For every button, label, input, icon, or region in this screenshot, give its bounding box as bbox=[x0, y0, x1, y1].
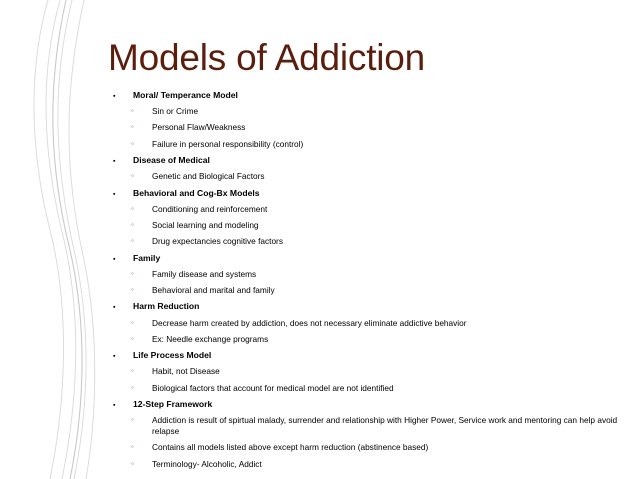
bullet-item bbox=[110, 301, 625, 312]
sub-bullet-text: Contains all models listed above except harm reduction (abstinence based) bbox=[152, 442, 429, 453]
sub-bullet-marker-icon: ◦ bbox=[131, 415, 134, 425]
sub-bullet-text: Drug expectancies cognitive factors bbox=[152, 236, 283, 247]
sub-bullet-item bbox=[110, 318, 625, 329]
sub-bullet-text: Ex: Needle exchange programs bbox=[152, 333, 269, 344]
sub-bullet-item bbox=[110, 269, 625, 280]
sub-bullet-text: Failure in personal responsibility (control) bbox=[152, 138, 304, 149]
sub-bullet-text: Family disease and systems bbox=[152, 268, 257, 279]
sub-bullet-item bbox=[110, 285, 625, 296]
bullet-marker-icon: ▪ bbox=[113, 93, 116, 100]
sub-bullet-item bbox=[110, 383, 625, 394]
sub-bullet-item bbox=[110, 139, 625, 150]
bullet-marker-icon: ▪ bbox=[113, 255, 116, 263]
decorative-swirl-lines bbox=[0, 0, 100, 479]
sub-bullet-text: Sin or Crime bbox=[152, 106, 199, 117]
bullet-item bbox=[110, 90, 625, 101]
sub-bullet-item bbox=[110, 236, 625, 247]
sub-bullet-marker-icon: ◦ bbox=[131, 268, 134, 278]
sub-bullet-marker-icon: ◦ bbox=[131, 382, 134, 392]
sub-bullet-text: Terminology- Alcoholic, Addict bbox=[152, 458, 262, 469]
bullet-marker-icon: ▪ bbox=[113, 190, 116, 198]
sub-bullet-item bbox=[110, 122, 625, 133]
sub-bullet-marker-icon: ◦ bbox=[131, 171, 134, 181]
sub-bullet-item bbox=[110, 220, 625, 231]
bullet-item bbox=[110, 253, 625, 264]
sub-bullet-text: Addiction is result of spirtual malady, surrender and relationship with Higher Power, Service work and mentoring can help avoid relapse bbox=[152, 415, 618, 437]
sub-bullet-item bbox=[110, 442, 625, 453]
bullet-heading: Disease of Medical bbox=[133, 155, 210, 166]
sub-bullet-marker-icon: ◦ bbox=[131, 138, 134, 148]
sub-bullet-item bbox=[110, 366, 625, 377]
bullet-heading: 12-Step Framework bbox=[133, 398, 213, 409]
sub-bullet-marker-icon: ◦ bbox=[131, 333, 134, 343]
sub-bullet-marker-icon: ◦ bbox=[131, 366, 134, 376]
bullet-item bbox=[110, 399, 625, 410]
bullet-item bbox=[110, 188, 625, 199]
bullet-marker-icon: ▪ bbox=[113, 304, 116, 312]
bullet-item bbox=[110, 350, 625, 361]
sub-bullet-text: Behavioral and marital and family bbox=[152, 285, 275, 296]
bullet-marker-icon: ▪ bbox=[113, 158, 116, 166]
sub-bullet-item bbox=[110, 204, 625, 215]
sub-bullet-text: Personal Flaw/Weakness bbox=[152, 122, 246, 133]
bullet-heading: Harm Reduction bbox=[133, 301, 200, 312]
sub-bullet-text: Decrease harm created by addiction, does not necessary eliminate addictive behavior bbox=[152, 317, 467, 328]
sub-bullet-item bbox=[110, 106, 625, 117]
sub-bullet-marker-icon: ◦ bbox=[131, 106, 134, 116]
sub-bullet-marker-icon: ◦ bbox=[131, 203, 134, 213]
sub-bullet-item bbox=[110, 171, 625, 182]
sub-bullet-marker-icon: ◦ bbox=[131, 236, 134, 246]
sub-bullet-marker-icon: ◦ bbox=[131, 285, 134, 295]
sub-bullet-text: Genetic and Biological Factors bbox=[152, 171, 265, 182]
sub-bullet-item bbox=[110, 334, 625, 345]
sub-bullet-marker-icon: ◦ bbox=[131, 220, 134, 230]
sub-bullet-text: Biological factors that account for medical model are not identified bbox=[152, 382, 394, 393]
bullet-list bbox=[110, 90, 625, 475]
bullet-heading: Life Process Model bbox=[133, 350, 212, 361]
sub-bullet-marker-icon: ◦ bbox=[131, 442, 134, 452]
sub-bullet-text: Conditioning and reinforcement bbox=[152, 203, 268, 214]
bullet-marker-icon: ▪ bbox=[113, 401, 116, 409]
bullet-heading: Behavioral and Cog-Bx Models bbox=[133, 187, 260, 198]
bullet-heading: Family bbox=[133, 252, 161, 263]
sub-bullet-text: Social learning and modeling bbox=[152, 220, 259, 231]
slide-title: Models of Addiction bbox=[108, 37, 426, 78]
sub-bullet-marker-icon: ◦ bbox=[131, 122, 134, 132]
sub-bullet-marker-icon: ◦ bbox=[131, 317, 134, 327]
bullet-item bbox=[110, 155, 625, 166]
sub-bullet-item bbox=[110, 415, 625, 437]
bullet-marker-icon: ▪ bbox=[113, 353, 116, 361]
sub-bullet-marker-icon: ◦ bbox=[131, 458, 134, 468]
sub-bullet-item bbox=[110, 459, 625, 470]
bullet-heading: Moral/ Temperance Model bbox=[133, 90, 238, 100]
sub-bullet-text: Habit, not Disease bbox=[152, 366, 220, 377]
